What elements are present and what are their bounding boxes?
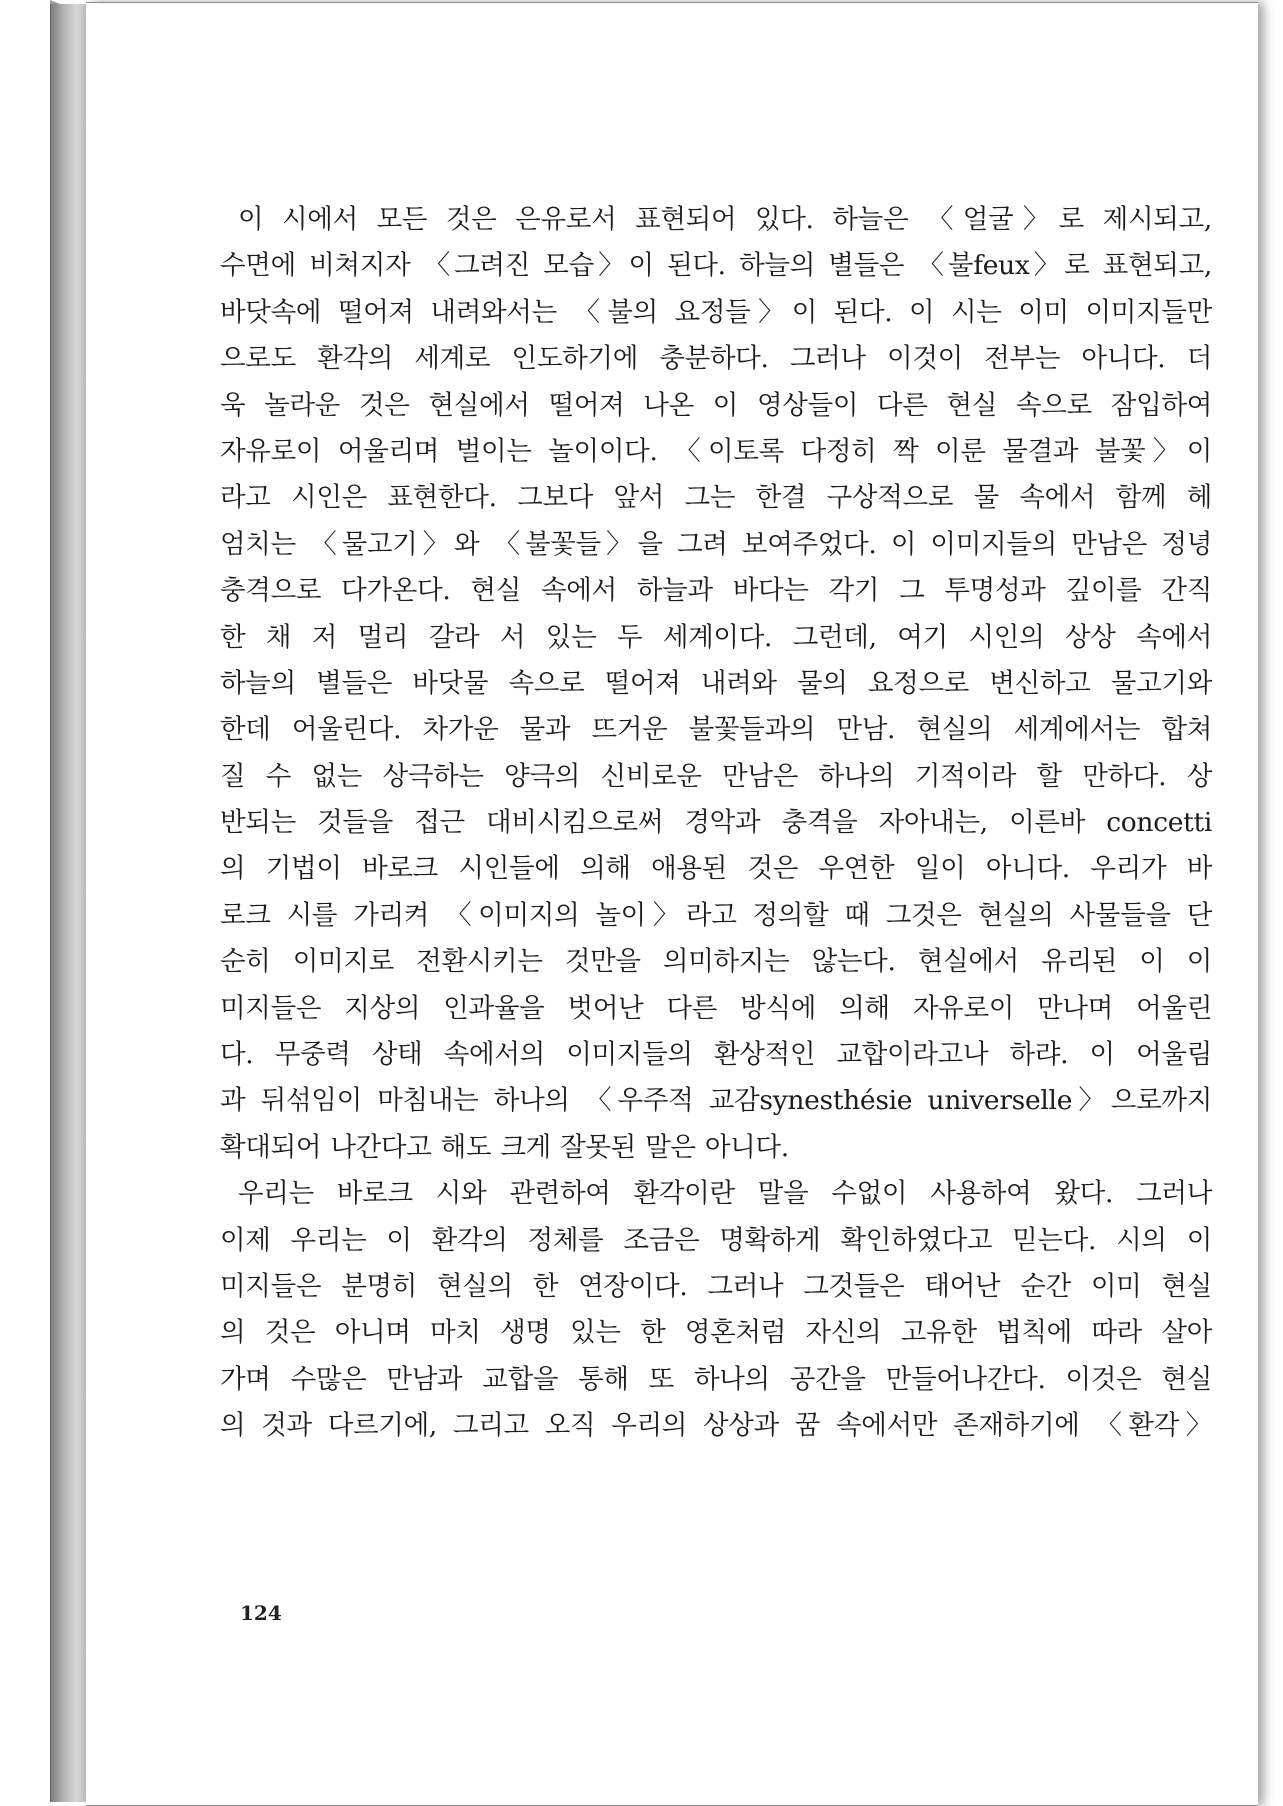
text-line: 의 기법이 바로크 시인들에 의해 애용된 것은 우연한 일이 아니다. 우리가 바 xyxy=(220,853,1212,885)
text-line: 가며 수많은 만남과 교합을 통해 또 하나의 공간을 만들어나간다. 이것은 현실 xyxy=(220,1363,1212,1395)
text-line: 순히 이미지로 전환시키는 것만을 의미하지는 않는다. 현실에서 유리된 이 이 xyxy=(220,946,1212,978)
text-line: 라고 시인은 표현한다. 그보다 앞서 그는 한결 구상적으로 물 속에서 함께 헤 xyxy=(220,482,1213,514)
text-line: 욱 놀라운 것은 현실에서 떨어져 나온 이 영상들이 다른 현실 속으로 잠입하여 xyxy=(220,389,1212,421)
book-page xyxy=(86,2,1258,1806)
text-line: 다. 무중력 상태 속에서의 이미지들의 환상적인 교합이라고나 하랴. 이 어울림 xyxy=(220,1039,1212,1071)
text-line: 엄치는 〈물고기〉와 〈불꽃들〉을 그려 보여주었다. 이 이미지들의 만남은 정녕 xyxy=(220,528,1212,560)
text-line: 자유로이 어울리며 벌이는 놀이이다. 〈이토록 다정히 짝 이룬 물결과 불꽃〉이 xyxy=(220,435,1212,467)
text-line: 이 시에서 모든 것은 은유로서 표현되어 있다. 하늘은 〈얼굴〉로 제시되고, xyxy=(238,204,1212,235)
text-line: 로크 시를 가리켜 〈이미지의 놀이〉라고 정의할 때 그것은 현실의 사물들을 단 xyxy=(220,899,1212,931)
text-line: 미지들은 지상의 인과율을 벗어난 다른 방식에 의해 자유로이 만나며 어울린 xyxy=(220,992,1212,1024)
text-line: 우리는 바로크 시와 관련하여 환각이란 말을 수없이 사용하여 왔다. 그러나 xyxy=(238,1178,1212,1210)
text-line: 수면에 비쳐지자 〈그려진 모습〉이 된다. 하늘의 별들은 〈불feux〉로 표현되고, xyxy=(220,250,1212,282)
text-line: 확대되어 나간다고 해도 크게 잘못된 말은 아니다. xyxy=(220,1131,789,1163)
text-line: 질 수 없는 상극하는 양극의 신비로운 만남은 하나의 기적이라 할 만하다. 상 xyxy=(220,760,1212,792)
text-line: 충격으로 다가온다. 현실 속에서 하늘과 바다는 각기 그 투명성과 깊이를 간직 xyxy=(220,575,1212,607)
text-line: 미지들은 분명히 현실의 한 연장이다. 그러나 그것들은 태어난 순간 이미 현실 xyxy=(220,1270,1212,1302)
text-line: 의 것과 다르기에, 그리고 오직 우리의 상상과 꿈 속에서만 존재하기에 〈환각〉 xyxy=(220,1410,1212,1442)
page-number: 124 xyxy=(240,1601,282,1625)
text-line: 과 뒤섞임이 마침내는 하나의 〈우주적 교감synesthésie universelle〉으로까지 xyxy=(220,1085,1212,1117)
text-line: 한데 어울린다. 차가운 물과 뜨거운 불꽃들과의 만남. 현실의 세계에서는 합쳐 xyxy=(220,714,1212,746)
text-line: 이제 우리는 이 환각의 정체를 조금은 명확하게 확인하였다고 믿는다. 시의 이 xyxy=(220,1224,1212,1256)
text-line: 바닷속에 떨어져 내려와서는 〈불의 요정들〉이 된다. 이 시는 이미 이미지들만 xyxy=(220,296,1212,328)
text-line: 의 것은 아니며 마치 생명 있는 한 영혼처럼 자신의 고유한 법칙에 따라 살아 xyxy=(220,1317,1213,1349)
body-text xyxy=(220,197,1212,1450)
text-line: 한 채 저 멀리 갈라 서 있는 두 세계이다. 그런데, 여기 시인의 상상 속에서 xyxy=(220,621,1212,653)
text-line: 하늘의 별들은 바닷물 속으로 떨어져 내려와 물의 요정으로 변신하고 물고기와 xyxy=(220,667,1212,699)
book-spine-edge xyxy=(50,4,87,1802)
text-line: 반되는 것들을 접근 대비시킴으로써 경악과 충격을 자아내는, 이른바 concetti xyxy=(220,807,1212,839)
text-line: 으로도 환각의 세계로 인도하기에 충분하다. 그러나 이것이 전부는 아니다. 더 xyxy=(220,343,1212,375)
